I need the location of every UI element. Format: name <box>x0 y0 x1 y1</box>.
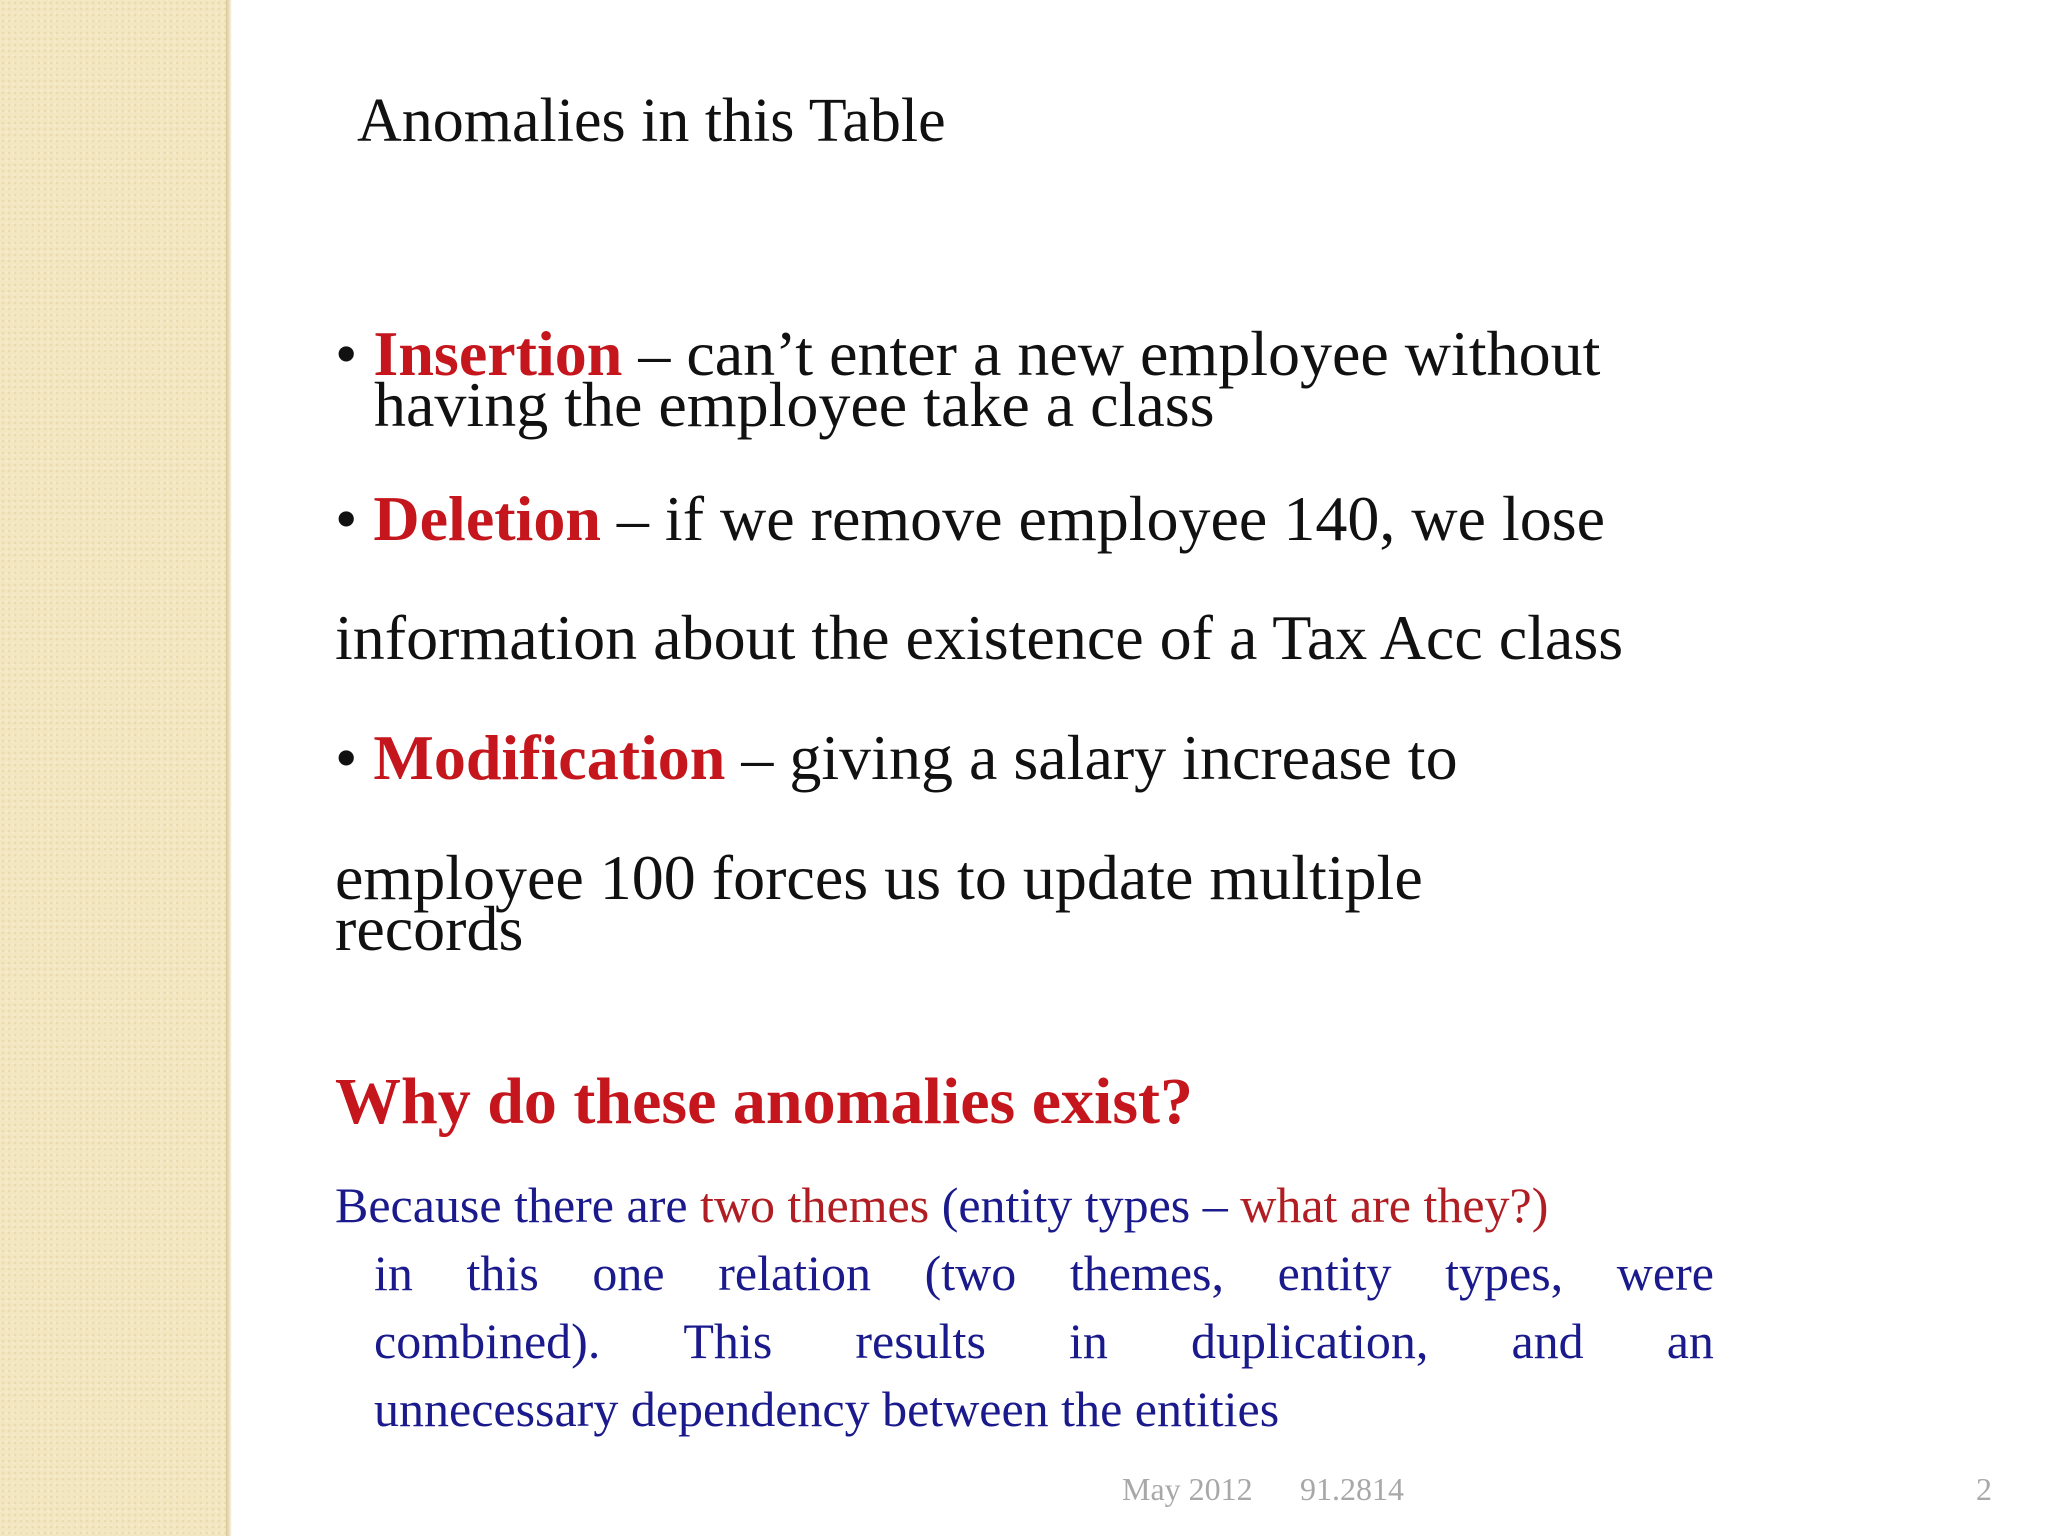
slide-title: Anomalies in this Table <box>357 87 946 155</box>
answer-word: (two <box>924 1245 1017 1301</box>
bullet-modification-continuation-2: records <box>335 893 524 964</box>
footer-course: 91.2814 <box>1300 1471 1404 1507</box>
answer-highlight-question: what are they?) <box>1240 1177 1549 1233</box>
footer-date: May 2012 <box>1122 1471 1253 1507</box>
bullet-marker: • <box>335 483 358 554</box>
bullet-insertion-continuation: having the employee take a class <box>374 369 1215 440</box>
answer-word: This <box>683 1313 773 1369</box>
answer-text: Because there are <box>335 1177 701 1233</box>
bullet-deletion-text: – if we remove employee 140, we lose <box>600 483 1606 554</box>
bullet-term-insertion: Insertion <box>373 318 623 389</box>
bullet-modification-text: – giving a salary increase to <box>725 722 1458 793</box>
answer-word: and <box>1511 1313 1584 1369</box>
bullet-deletion-continuation: information about the existence of a Tax Acc class <box>335 602 1624 673</box>
answer-line-1 <box>335 1177 1549 1233</box>
answer-line-3 <box>374 1313 1714 1369</box>
answer-word: duplication, <box>1190 1313 1429 1369</box>
answer-line-2 <box>374 1245 1714 1301</box>
answer-word: this <box>466 1245 539 1301</box>
answer-line-4: unnecessary dependency between the entities <box>374 1381 1280 1437</box>
answer-text: (entity types – <box>929 1177 1241 1233</box>
answer-word: relation <box>718 1245 871 1301</box>
answer-word: one <box>592 1245 665 1301</box>
answer-word: types, <box>1445 1245 1564 1301</box>
answer-word: themes, <box>1069 1245 1224 1301</box>
bullet-term-deletion: Deletion <box>373 483 601 554</box>
bullet-marker: • <box>335 318 358 389</box>
answer-word: in <box>374 1245 413 1301</box>
bullet-insertion-text: – can’t enter a new employee without <box>622 318 1601 389</box>
answer-word: an <box>1666 1313 1714 1369</box>
bullet-deletion <box>335 483 1606 554</box>
sidebar-edge <box>226 0 232 1536</box>
answer-word: results <box>855 1313 986 1369</box>
bullet-term-modification: Modification <box>373 722 726 793</box>
answer-word: in <box>1068 1313 1108 1369</box>
answer-word: combined). <box>374 1313 601 1369</box>
question-heading: Why do these anomalies exist? <box>335 1065 1193 1138</box>
bullet-modification-continuation: employee 100 forces us to update multiple <box>335 842 1423 913</box>
answer-word: were <box>1616 1245 1714 1301</box>
bullet-marker: • <box>335 722 358 793</box>
answer-highlight-themes: two themes <box>700 1177 930 1233</box>
decorative-sidebar <box>0 0 226 1536</box>
answer-word: entity <box>1277 1245 1392 1301</box>
slide-number: 2 <box>1976 1471 1992 1507</box>
bullet-modification <box>335 722 1458 793</box>
